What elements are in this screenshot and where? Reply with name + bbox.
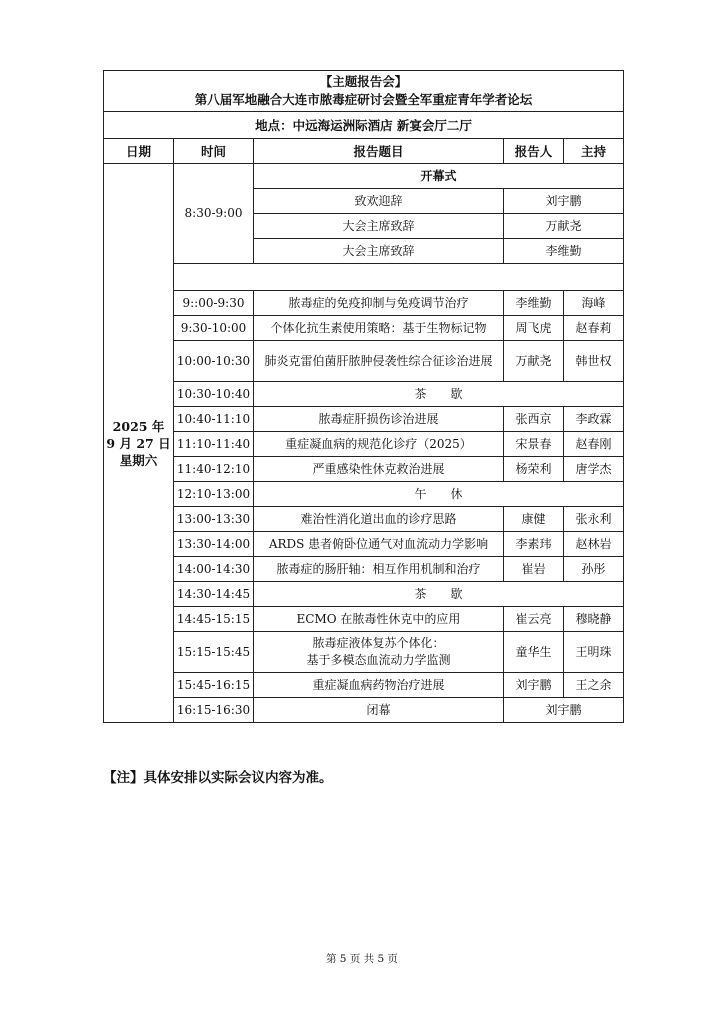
opening-title: 开幕式	[254, 164, 624, 189]
topic-cell: 脓毒症肝损伤诊治进展	[254, 407, 504, 432]
speaker-cell: 万献尧	[504, 341, 564, 382]
speaker-cell: 刘宇鹏	[504, 673, 564, 698]
col-host: 主持	[564, 139, 624, 164]
host-cell: 海峰	[564, 291, 624, 316]
topic-cell: 致欢迎辞	[254, 189, 504, 214]
speaker-cell: 李素玮	[504, 532, 564, 557]
col-date: 日期	[104, 139, 174, 164]
topic-line-1: 脓毒症液体复苏个体化：	[312, 636, 445, 650]
host-cell: 韩世权	[564, 341, 624, 382]
table-row	[104, 316, 624, 341]
table-row	[104, 164, 624, 189]
time-cell: 15:45-16:15	[174, 673, 254, 698]
header-row	[104, 139, 624, 164]
speaker-cell: 李维勤	[504, 291, 564, 316]
date-year: 2025 年	[112, 418, 165, 434]
table-row	[104, 407, 624, 432]
blank-cell	[174, 264, 624, 291]
person-cell: 刘宇鹏	[504, 189, 624, 214]
topic-cell: ARDS 患者俯卧位通气对血流动力学影响	[254, 532, 504, 557]
topic-cell: 重症凝血病药物治疗进展	[254, 673, 504, 698]
table-row	[104, 582, 624, 607]
break-cell: 午 休	[254, 482, 624, 507]
speaker-cell: 崔岩	[504, 557, 564, 582]
time-cell: 14:00-14:30	[174, 557, 254, 582]
time-cell: 11:10-11:40	[174, 432, 254, 457]
date-weekday: 星期六	[119, 452, 158, 468]
time-cell: 8:30-9:00	[174, 164, 254, 264]
title-row	[104, 71, 624, 112]
host-cell: 王之余	[564, 673, 624, 698]
host-cell: 张永利	[564, 507, 624, 532]
table-row	[104, 291, 624, 316]
topic-cell: 大会主席致辞	[254, 239, 504, 264]
location: 地点：中远海运洲际酒店 新宴会厅二厅	[104, 112, 624, 139]
host-cell: 赵春刚	[564, 432, 624, 457]
topic-cell: 闭幕	[254, 698, 504, 723]
speaker-cell: 童华生	[504, 632, 564, 673]
location-row	[104, 112, 624, 139]
session-heading: 【主题报告会】	[319, 74, 408, 89]
topic-cell: 重症凝血病的规范化诊疗（2025）	[254, 432, 504, 457]
topic-line-2: 基于多模态血流动力学监测	[306, 653, 451, 667]
host-cell: 唐学杰	[564, 457, 624, 482]
table-row	[104, 382, 624, 407]
date-day: 9 月 27 日	[106, 435, 171, 451]
forum-title	[104, 71, 624, 112]
col-time: 时间	[174, 139, 254, 164]
table-row	[104, 341, 624, 382]
col-speaker: 报告人	[504, 139, 564, 164]
note: 【注】具体安排以实际会议内容为准。	[103, 770, 333, 786]
time-cell: 14:30-14:45	[174, 582, 254, 607]
table-row	[104, 432, 624, 457]
table-row	[104, 557, 624, 582]
time-cell: 14:45-15:15	[174, 607, 254, 632]
speaker-cell: 杨荣利	[504, 457, 564, 482]
time-cell: 9::00-9:30	[174, 291, 254, 316]
break-cell: 茶 歇	[254, 382, 624, 407]
page-footer: 第 5 页 共 5 页	[325, 953, 399, 965]
topic-cell: 脓毒症的免疫抑制与免疫调节治疗	[254, 291, 504, 316]
speaker-cell: 宋景春	[504, 432, 564, 457]
col-topic: 报告题目	[254, 139, 504, 164]
topic-cell: 难治性消化道出血的诊疗思路	[254, 507, 504, 532]
topic-cell: 肺炎克雷伯菌肝脓肿侵袭性综合征诊治进展	[254, 341, 504, 382]
person-cell: 刘宇鹏	[504, 698, 624, 723]
person-cell: 李维勤	[504, 239, 624, 264]
forum-name: 第八届军地融合大连市脓毒症研讨会暨全军重症青年学者论坛	[194, 92, 533, 107]
time-cell: 13:30-14:00	[174, 532, 254, 557]
date-cell	[104, 164, 174, 723]
blank-row	[104, 264, 624, 291]
topic-cell: 大会主席致辞	[254, 214, 504, 239]
host-cell: 穆晓静	[564, 607, 624, 632]
time-cell: 9:30-10:00	[174, 316, 254, 341]
topic-cell: 脓毒症的肠肝轴：相互作用机制和治疗	[254, 557, 504, 582]
time-cell: 10:40-11:10	[174, 407, 254, 432]
table-row	[104, 607, 624, 632]
time-cell: 15:15-15:45	[174, 632, 254, 673]
speaker-cell: 康健	[504, 507, 564, 532]
time-cell: 13:00-13:30	[174, 507, 254, 532]
time-cell: 10:00-10:30	[174, 341, 254, 382]
speaker-cell: 崔云亮	[504, 607, 564, 632]
time-cell: 12:10-13:00	[174, 482, 254, 507]
table-row	[104, 507, 624, 532]
time-cell: 16:15-16:30	[174, 698, 254, 723]
table-row	[104, 482, 624, 507]
table-row	[104, 457, 624, 482]
speaker-cell: 张西京	[504, 407, 564, 432]
person-cell: 万献尧	[504, 214, 624, 239]
topic-cell: 严重感染性休克救治进展	[254, 457, 504, 482]
host-cell: 赵林岩	[564, 532, 624, 557]
host-cell: 赵春莉	[564, 316, 624, 341]
table-row	[104, 632, 624, 673]
table-row	[104, 698, 624, 723]
host-cell: 孙彤	[564, 557, 624, 582]
speaker-cell: 周飞虎	[504, 316, 564, 341]
time-cell: 11:40-12:10	[174, 457, 254, 482]
host-cell: 王明珠	[564, 632, 624, 673]
topic-cell: 个体化抗生素使用策略：基于生物标记物	[254, 316, 504, 341]
host-cell: 李政霖	[564, 407, 624, 432]
topic-cell	[254, 632, 504, 673]
schedule-table	[103, 70, 624, 723]
table-row	[104, 532, 624, 557]
time-cell: 10:30-10:40	[174, 382, 254, 407]
table-row	[104, 673, 624, 698]
topic-cell: ECMO 在脓毒性休克中的应用	[254, 607, 504, 632]
break-cell: 茶 歇	[254, 582, 624, 607]
